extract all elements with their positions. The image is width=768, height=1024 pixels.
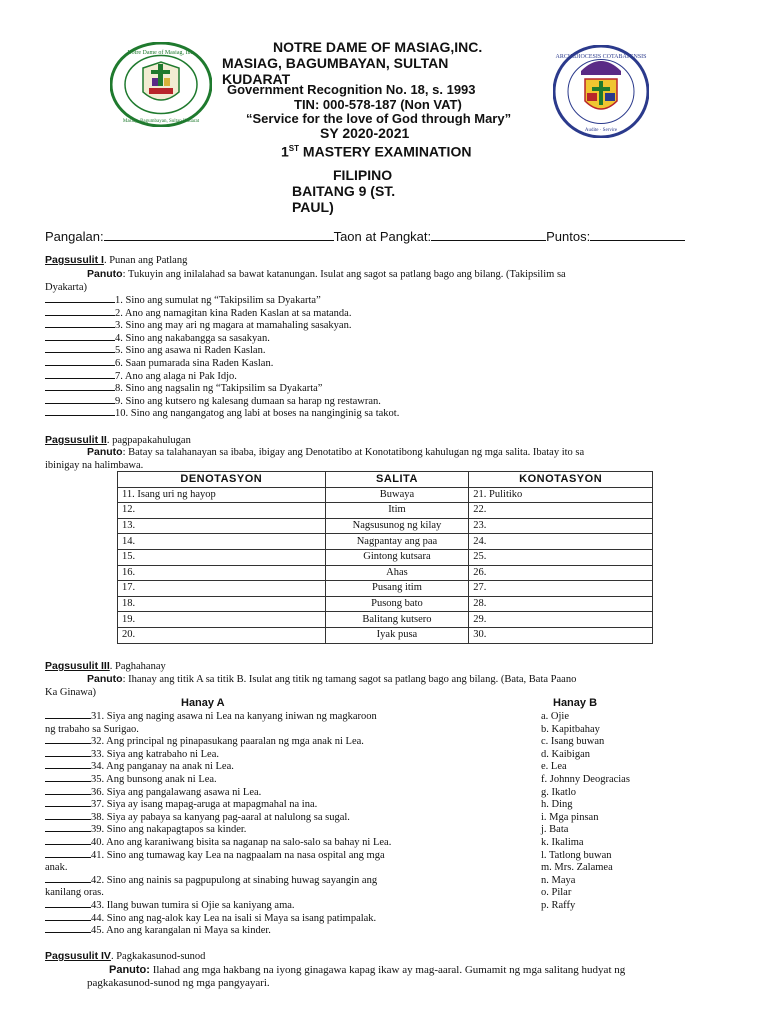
test3-title: Pagsusulit III — [45, 660, 110, 672]
connotation-cell[interactable]: 30. — [469, 627, 653, 643]
choice-item: m. Mrs. Zalamea — [541, 862, 613, 874]
test1-item — [45, 358, 399, 371]
answer-blank[interactable] — [45, 415, 115, 416]
answer-blank[interactable] — [45, 340, 115, 341]
denotation-cell[interactable]: 16. — [118, 565, 326, 581]
matching-item-text: 42. Sino ang nainis sa pagpupulong at sinabing huwag sayangin ang — [91, 874, 378, 886]
table-row — [118, 549, 653, 565]
test1-item-text: 7. Ano ang alaga ni Pak Idjo. — [115, 370, 237, 382]
test1-item-text: 2. Ano ang namagitan kina Raden Kaslan at sa matanda. — [115, 307, 352, 319]
matching-item-text: 35. Ang bunsong anak ni Lea. — [91, 773, 217, 785]
test1-item-text: 6. Saan pumarada sina Raden Kaslan. — [115, 357, 274, 369]
choice-item: k. Ikalima — [541, 836, 584, 848]
table-row — [118, 534, 653, 550]
matching-item-text: 37. Siya ay isang mapag-aruga at mapagmahal na ina. — [91, 799, 318, 811]
answer-blank[interactable] — [45, 794, 91, 795]
test2-heading — [45, 434, 191, 446]
answer-blank[interactable] — [45, 743, 91, 744]
score-label: Puntos: — [546, 229, 591, 244]
word-cell: Buwaya — [325, 487, 469, 503]
word-cell: Iyak pusa — [325, 627, 469, 643]
answer-blank[interactable] — [45, 768, 91, 769]
table-header-row — [118, 472, 653, 488]
table-row — [118, 581, 653, 597]
government-recognition: Government Recognition No. 18, s. 1993 — [227, 82, 476, 97]
test1-item-text: 9. Sino ang kutsero ng kalesang dumaan sa harap ng restawran. — [115, 395, 381, 407]
test1-item — [45, 383, 399, 396]
header-connotation: KONOTASYON — [469, 472, 653, 488]
test2-title: Pagsusulit II — [45, 434, 107, 446]
matching-item — [45, 787, 391, 800]
matching-item-continuation: kanilang oras. — [45, 887, 104, 899]
choice-item: p. Raffy — [541, 899, 576, 911]
matching-item — [45, 925, 391, 938]
test1-item-text: 1. Sino ang sumulat ng “Takipsilim sa Dyakarta” — [115, 295, 321, 306]
answer-blank[interactable] — [45, 352, 115, 353]
exam-title — [281, 140, 471, 161]
answer-blank[interactable] — [45, 831, 91, 832]
table-row — [118, 487, 653, 503]
test1-item — [45, 371, 399, 384]
matching-item — [45, 736, 391, 749]
grade-line2: PAUL) — [292, 199, 334, 215]
test2-directions-text: : Batay sa talahanayan sa ibaba, ibigay ang Denotatibo at Konotatibong kahulugan ng mga salita. Ibatay ito sa — [122, 447, 585, 458]
test3-directions-text: : Ihanay ang titik A sa titik B. Isulat ang titik ng tamang sagot sa patlang bago ang bilang. (Bata, Bata Paano — [122, 674, 577, 685]
denotation-table — [117, 471, 653, 644]
answer-blank[interactable] — [45, 882, 91, 883]
answer-blank[interactable] — [45, 806, 91, 807]
matching-item — [45, 850, 391, 863]
column-a-items — [45, 711, 391, 938]
test2-directions — [45, 446, 745, 472]
answer-blank[interactable] — [45, 756, 91, 757]
answer-blank[interactable] — [45, 365, 115, 366]
test4-title: Pagsusulit IV — [45, 950, 111, 962]
test1-item — [45, 308, 399, 321]
choice-item: j. Bata — [541, 824, 569, 836]
table-row — [118, 565, 653, 581]
score-field[interactable] — [590, 240, 685, 241]
school-motto: “Service for the love of God through Mary” — [246, 111, 512, 126]
test1-directions-text: : Tukuyin ang inilalahad sa bawat katanungan. Isulat ang sagot sa patlang bago ang bilang. (Takipsilim sa — [122, 269, 566, 280]
answer-blank[interactable] — [45, 718, 91, 719]
connotation-cell[interactable]: 27. — [469, 581, 653, 597]
matching-item — [45, 774, 391, 787]
word-cell: Pusong bato — [325, 596, 469, 612]
choice-item: l. Tatlong buwan — [541, 849, 612, 861]
connotation-cell[interactable]: 23. — [469, 518, 653, 534]
word-cell: Gintong kutsara — [325, 549, 469, 565]
test3-directions-label: Panuto — [87, 673, 123, 685]
test4-directions-text: Ilahad ang mga hakbang na iyong ginagawa kapag ikaw ay mag-aaral. Gumamit ng mga salitang hudyat ng — [149, 964, 626, 976]
matching-item-text: 40. Ano ang karaniwang bisita sa naganap na salo-salo sa bahay ni Lea. — [91, 836, 392, 848]
column-b-heading: Hanay B — [553, 697, 598, 709]
answer-blank[interactable] — [45, 378, 115, 379]
matching-item — [45, 900, 391, 913]
choice-item: g. Ikatlo — [541, 786, 576, 798]
word-cell: Balitang kutsero — [325, 612, 469, 628]
svg-text:Masiag, Bagumbayan, Sultan Kud: Masiag, Bagumbayan, Sultan Kudarat — [122, 119, 200, 124]
exam-title-superscript: ST — [288, 144, 300, 153]
matching-item — [45, 913, 391, 926]
denotation-cell[interactable]: 17. — [118, 581, 326, 597]
test1-item — [45, 345, 399, 358]
svg-text:Audite · Servire: Audite · Servire — [584, 128, 618, 133]
choice-item: o. Pilar — [541, 887, 572, 899]
matching-item — [45, 799, 391, 812]
school-logo — [110, 42, 212, 127]
test2-subtitle: . pagpapakahulugan — [106, 435, 191, 446]
matching-item-text: 43. Ilang buwan tumira si Ojie sa kaniyang ama. — [91, 899, 295, 911]
matching-item-text: 33. Siya ang katrabaho ni Lea. — [91, 748, 219, 760]
header-word: SALITA — [325, 472, 469, 488]
answer-blank[interactable] — [45, 920, 91, 921]
header-denotation: DENOTASYON — [118, 472, 326, 488]
test1-item — [45, 408, 399, 421]
subject-title: FILIPINO — [333, 167, 393, 183]
test2-directions-text-cont: ibinigay na halimbawa. — [45, 459, 144, 471]
matching-item-text: 44. Sino ang nag-alok kay Lea na isali si Maya sa isang patimpalak. — [91, 912, 377, 924]
school-year: SY 2020-2021 — [320, 125, 410, 141]
matching-item — [45, 837, 391, 850]
matching-item — [45, 875, 391, 888]
connotation-cell[interactable]: 26. — [469, 565, 653, 581]
denotation-cell[interactable]: 15. — [118, 549, 326, 565]
denotation-cell[interactable]: 20. — [118, 627, 326, 643]
name-field[interactable] — [104, 240, 334, 241]
answer-blank[interactable] — [45, 932, 91, 933]
connotation-cell[interactable]: 21. Pulitiko — [469, 487, 653, 503]
exam-title-text: MASTERY EXAMINATION — [299, 143, 472, 160]
test1-items — [45, 295, 399, 421]
denotation-cell[interactable]: 12. — [118, 503, 326, 519]
matching-item-text: 38. Siya ay pabaya sa kanyang pag-aaral at nalulong sa sugal. — [91, 811, 350, 823]
word-cell: Ahas — [325, 565, 469, 581]
word-cell: Pusang itim — [325, 581, 469, 597]
choice-item: h. Ding — [541, 799, 573, 811]
grade-line1: BAITANG 9 (ST. — [292, 183, 396, 199]
test3-heading — [45, 660, 166, 672]
answer-blank[interactable] — [45, 907, 91, 908]
answer-blank[interactable] — [45, 781, 91, 782]
test3-subtitle: . Paghahanay — [109, 661, 166, 672]
matching-item — [45, 761, 391, 774]
connotation-cell[interactable]: 22. — [469, 503, 653, 519]
test1-item — [45, 396, 399, 409]
test1-title: Pagsusulit I — [45, 254, 104, 266]
test4-subtitle: . Pagkakasunod-sunod — [110, 951, 206, 962]
choice-item: e. Lea — [541, 761, 567, 773]
svg-text:Notre Dame of Masiag, Inc.: Notre Dame of Masiag, Inc. — [127, 50, 195, 56]
test1-item-text: 8. Sino ang nagsalin ng “Takipsilim sa Dyakarta” — [115, 383, 323, 395]
test1-item — [45, 320, 399, 333]
test1-directions-text-cont: Dyakarta) — [45, 281, 87, 293]
connotation-cell[interactable]: 25. — [469, 549, 653, 565]
school-address-line2: KUDARAT — [222, 71, 291, 87]
school-address-line1: MASIAG, BAGUMBAYAN, SULTAN — [222, 55, 449, 71]
answer-blank[interactable] — [45, 857, 91, 858]
denotation-cell[interactable]: 19. — [118, 612, 326, 628]
test1-item-text: 5. Sino ang asawa ni Raden Kaslan. — [115, 345, 266, 357]
matching-item-text: 41. Sino ang tumawag kay Lea na nagpaalam na nasa ospital ang mga — [91, 849, 385, 861]
test2-directions-label: Panuto — [87, 446, 123, 458]
test1-directions — [45, 268, 745, 294]
choice-item: i. Mga pinsan — [541, 811, 599, 823]
student-info-row — [45, 229, 685, 244]
exam-title-number: 1 — [281, 143, 289, 160]
test4-directions — [45, 964, 755, 990]
test1-item — [45, 295, 399, 308]
test1-subtitle: . Punan ang Patlang — [103, 255, 188, 266]
denotation-cell[interactable]: 14. — [118, 534, 326, 550]
tin-number: TIN: 000-578-187 (Non VAT) — [294, 97, 462, 112]
word-cell: Nagpantay ang paa — [325, 534, 469, 550]
choice-item: n. Maya — [541, 874, 576, 886]
matching-item — [45, 812, 391, 825]
answer-blank[interactable] — [45, 327, 115, 328]
matching-item-continuation: ng trabaho sa Surigao. — [45, 723, 139, 735]
table-row — [118, 612, 653, 628]
test1-item-text: 10. Sino ang nangangatog ang labi at boses na nanginginig sa takot. — [115, 408, 400, 420]
test1-directions-label: Panuto — [87, 268, 123, 280]
grade-section-field[interactable] — [431, 240, 546, 241]
connotation-cell[interactable]: 24. — [469, 534, 653, 550]
denotation-cell[interactable]: 11. Isang uri ng hayop — [118, 487, 326, 503]
school-name: NOTRE DAME OF MASIAG,INC. — [273, 39, 483, 55]
choice-item: f. Johnny Deogracias — [541, 773, 630, 785]
choice-item: c. Isang buwan — [541, 736, 605, 748]
connotation-cell[interactable]: 28. — [469, 596, 653, 612]
answer-blank[interactable] — [45, 819, 91, 820]
matching-item-text: 31. Siya ang naging asawa ni Lea na kanyang iniwan ng magkaroon — [91, 711, 377, 722]
table-row — [118, 518, 653, 534]
matching-item-continuation: anak. — [45, 862, 68, 874]
svg-text:ARCHIDIOCESIS COTABATENSIS: ARCHIDIOCESIS COTABATENSIS — [555, 54, 647, 60]
grade-section-label: Taon at Pangkat: — [333, 229, 432, 244]
test3-directions — [45, 673, 745, 699]
matching-item-text: 34. Ang panganay na anak ni Lea. — [91, 761, 234, 773]
matching-item-text: 45. Ano ang karangalan ni Maya sa kinder. — [91, 925, 271, 937]
matching-item-text: 32. Ang principal ng pinapasukang paaralan ng mga anak ni Lea. — [91, 736, 364, 748]
answer-blank[interactable] — [45, 390, 115, 391]
choice-item: a. Ojie — [541, 711, 569, 722]
choice-item: b. Kapitbahay — [541, 723, 600, 735]
answer-blank[interactable] — [45, 844, 91, 845]
test1-item — [45, 333, 399, 346]
test3-directions-text-cont: Ka Ginawa) — [45, 686, 97, 698]
test1-item-text: 4. Sino ang nakabangga sa sasakyan. — [115, 332, 270, 344]
name-label: Pangalan: — [45, 229, 104, 244]
matching-item — [45, 711, 391, 724]
test1-item-text: 3. Sino ang may ari ng magara at mamahaling sasakyan. — [115, 320, 352, 332]
table-row — [118, 503, 653, 519]
test4-heading — [45, 950, 205, 962]
answer-blank[interactable] — [45, 403, 115, 404]
table-row — [118, 596, 653, 612]
matching-item-text: 36. Siya ang pangalawang asawa ni Lea. — [91, 786, 262, 798]
connotation-cell[interactable]: 29. — [469, 612, 653, 628]
archdiocese-seal — [553, 45, 649, 138]
denotation-cell[interactable]: 13. — [118, 518, 326, 534]
table-row — [118, 627, 653, 643]
column-a-heading: Hanay A — [181, 697, 225, 709]
matching-item-text: 39. Sino ang nakapagtapos sa kinder. — [91, 824, 247, 836]
test4-directions-label: Panuto: — [109, 964, 150, 976]
test4-directions-text-cont: pagkakasunod-sunod ng mga pangyayari. — [87, 977, 270, 989]
denotation-cell[interactable]: 18. — [118, 596, 326, 612]
word-cell: Nagsusunog ng kilay — [325, 518, 469, 534]
word-cell: Itim — [325, 503, 469, 519]
answer-blank[interactable] — [45, 315, 115, 316]
column-b-choices — [541, 711, 630, 913]
matching-item — [45, 749, 391, 762]
matching-item — [45, 824, 391, 837]
answer-blank[interactable] — [45, 302, 115, 303]
test1-heading — [45, 254, 187, 266]
choice-item: d. Kaibigan — [541, 748, 590, 760]
